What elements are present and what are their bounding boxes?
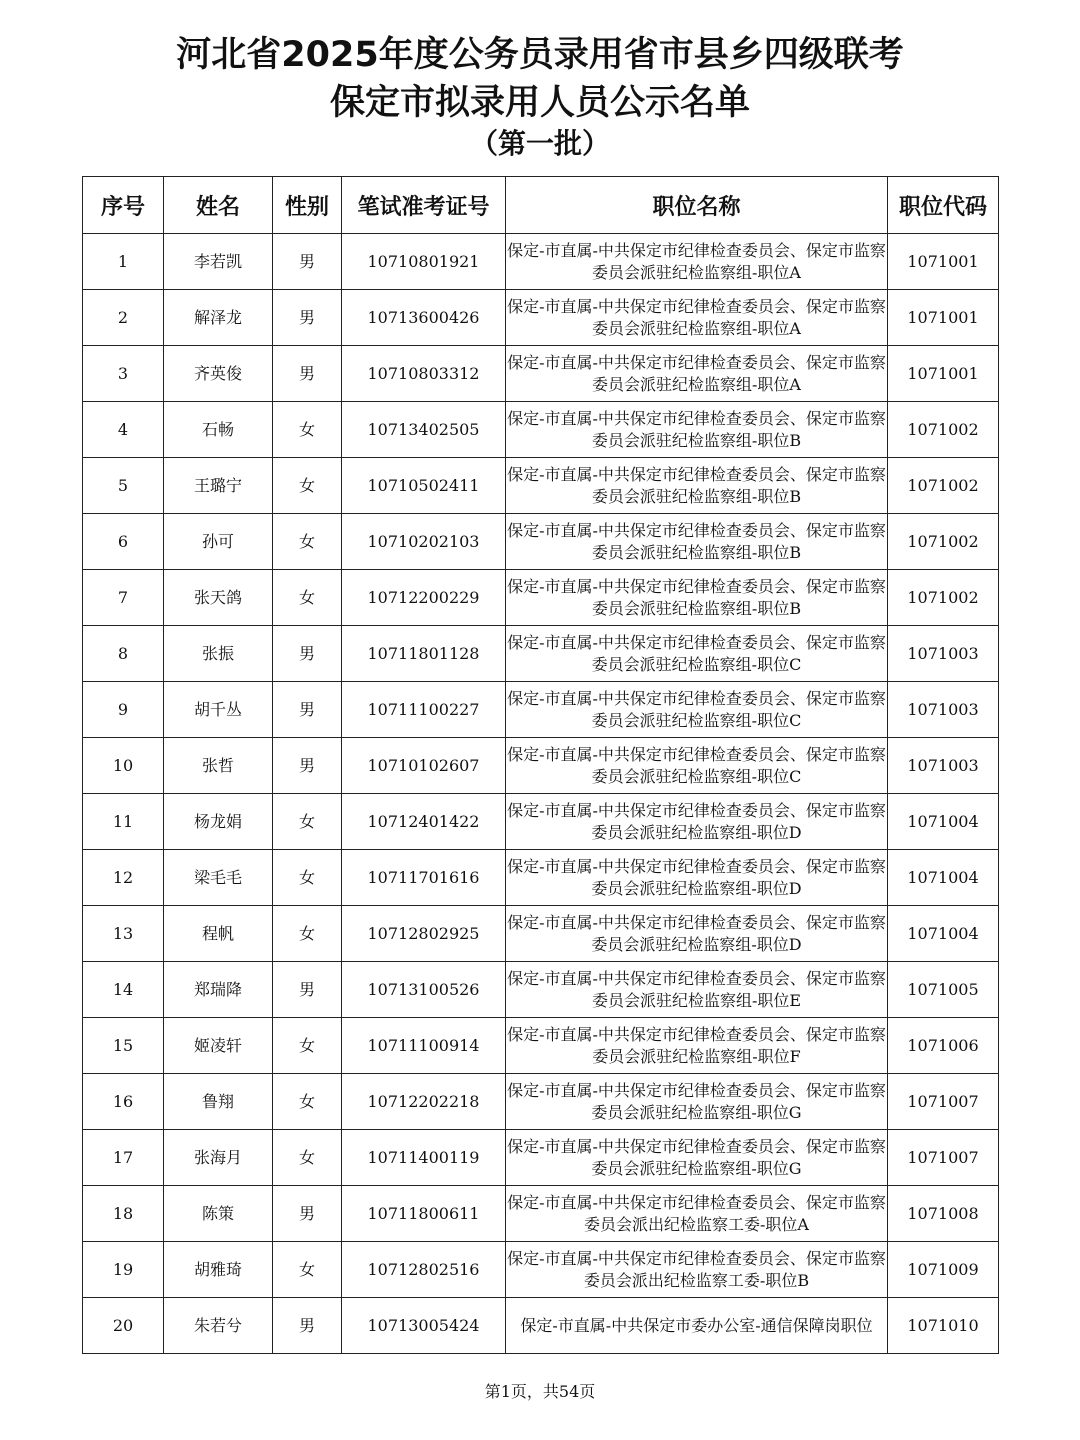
table-row	[83, 1130, 999, 1186]
cell-exam-id: 10710803312	[342, 346, 506, 402]
header-name: 姓名	[164, 177, 273, 234]
cell-name: 王璐宁	[164, 458, 273, 514]
cell-no: 11	[83, 794, 164, 850]
cell-name: 鲁翔	[164, 1074, 273, 1130]
table-row	[83, 962, 999, 1018]
table-header-row	[83, 177, 999, 234]
cell-gender: 女	[273, 850, 342, 906]
cell-position: 保定-市直属-中共保定市纪律检查委员会、保定市监察委员会派驻纪检监察组-职位B	[506, 458, 888, 514]
cell-name: 胡雅琦	[164, 1242, 273, 1298]
cell-no: 4	[83, 402, 164, 458]
cell-position: 保定-市直属-中共保定市纪律检查委员会、保定市监察委员会派驻纪检监察组-职位D	[506, 850, 888, 906]
cell-code: 1071003	[888, 626, 999, 682]
cell-no: 20	[83, 1298, 164, 1354]
table-row	[83, 1074, 999, 1130]
cell-code: 1071004	[888, 794, 999, 850]
cell-code: 1071002	[888, 514, 999, 570]
cell-position: 保定-市直属-中共保定市纪律检查委员会、保定市监察委员会派驻纪检监察组-职位A	[506, 234, 888, 290]
cell-position: 保定-市直属-中共保定市纪律检查委员会、保定市监察委员会派驻纪检监察组-职位B	[506, 402, 888, 458]
cell-code: 1071007	[888, 1130, 999, 1186]
cell-code: 1071006	[888, 1018, 999, 1074]
cell-gender: 男	[273, 682, 342, 738]
cell-position: 保定-市直属-中共保定市纪律检查委员会、保定市监察委员会派驻纪检监察组-职位D	[506, 794, 888, 850]
header-code: 职位代码	[888, 177, 999, 234]
cell-position: 保定-市直属-中共保定市纪律检查委员会、保定市监察委员会派出纪检监察工委-职位A	[506, 1186, 888, 1242]
cell-position: 保定-市直属-中共保定市纪律检查委员会、保定市监察委员会派驻纪检监察组-职位C	[506, 738, 888, 794]
cell-code: 1071004	[888, 906, 999, 962]
cell-position: 保定-市直属-中共保定市纪律检查委员会、保定市监察委员会派驻纪检监察组-职位G	[506, 1074, 888, 1130]
cell-gender: 男	[273, 346, 342, 402]
cell-exam-id: 10713402505	[342, 402, 506, 458]
table-row	[83, 850, 999, 906]
cell-exam-id: 10711400119	[342, 1130, 506, 1186]
cell-code: 1071002	[888, 570, 999, 626]
cell-code: 1071009	[888, 1242, 999, 1298]
cell-no: 1	[83, 234, 164, 290]
cell-no: 7	[83, 570, 164, 626]
table-row	[83, 626, 999, 682]
cell-exam-id: 10710801921	[342, 234, 506, 290]
cell-code: 1071010	[888, 1298, 999, 1354]
cell-name: 杨龙娟	[164, 794, 273, 850]
table-row	[83, 234, 999, 290]
cell-no: 19	[83, 1242, 164, 1298]
cell-gender: 男	[273, 738, 342, 794]
cell-name: 张天鸽	[164, 570, 273, 626]
cell-name: 姬凌轩	[164, 1018, 273, 1074]
cell-code: 1071007	[888, 1074, 999, 1130]
document-title: 河北省2025年度公务员录用省市县乡四级联考	[176, 35, 904, 75]
table-row	[83, 1186, 999, 1242]
header-gender: 性别	[273, 177, 342, 234]
cell-gender: 女	[273, 402, 342, 458]
cell-code: 1071003	[888, 738, 999, 794]
cell-name: 张海月	[164, 1130, 273, 1186]
cell-exam-id: 10713600426	[342, 290, 506, 346]
cell-position: 保定-市直属-中共保定市委办公室-通信保障岗职位	[506, 1298, 888, 1354]
cell-code: 1071002	[888, 458, 999, 514]
cell-gender: 女	[273, 1018, 342, 1074]
cell-exam-id: 10710102607	[342, 738, 506, 794]
cell-code: 1071001	[888, 234, 999, 290]
batch-label: （第一批）	[469, 127, 610, 160]
cell-exam-id: 10712802516	[342, 1242, 506, 1298]
cell-exam-id: 10712802925	[342, 906, 506, 962]
table-row	[83, 514, 999, 570]
header-position: 职位名称	[506, 177, 888, 234]
table-row	[83, 346, 999, 402]
cell-exam-id: 10712401422	[342, 794, 506, 850]
header-no: 序号	[83, 177, 164, 234]
table-row	[83, 458, 999, 514]
cell-no: 14	[83, 962, 164, 1018]
table-row	[83, 906, 999, 962]
cell-position: 保定-市直属-中共保定市纪律检查委员会、保定市监察委员会派驻纪检监察组-职位C	[506, 682, 888, 738]
cell-gender: 女	[273, 1130, 342, 1186]
cell-code: 1071004	[888, 850, 999, 906]
cell-exam-id: 10710502411	[342, 458, 506, 514]
cell-no: 6	[83, 514, 164, 570]
cell-gender: 女	[273, 1074, 342, 1130]
cell-name: 齐英俊	[164, 346, 273, 402]
cell-code: 1071001	[888, 346, 999, 402]
cell-gender: 女	[273, 906, 342, 962]
cell-code: 1071002	[888, 402, 999, 458]
cell-exam-id: 10711801128	[342, 626, 506, 682]
cell-no: 10	[83, 738, 164, 794]
cell-code: 1071003	[888, 682, 999, 738]
cell-exam-id: 10713100526	[342, 962, 506, 1018]
cell-code: 1071001	[888, 290, 999, 346]
cell-gender: 女	[273, 458, 342, 514]
cell-no: 12	[83, 850, 164, 906]
table-row	[83, 1018, 999, 1074]
cell-no: 9	[83, 682, 164, 738]
cell-position: 保定-市直属-中共保定市纪律检查委员会、保定市监察委员会派驻纪检监察组-职位A	[506, 290, 888, 346]
cell-no: 2	[83, 290, 164, 346]
cell-name: 朱若兮	[164, 1298, 273, 1354]
cell-name: 石畅	[164, 402, 273, 458]
cell-gender: 女	[273, 570, 342, 626]
cell-name: 陈策	[164, 1186, 273, 1242]
document-subtitle: 保定市拟录用人员公示名单	[329, 83, 750, 123]
cell-gender: 女	[273, 1242, 342, 1298]
cell-name: 郑瑞降	[164, 962, 273, 1018]
cell-no: 8	[83, 626, 164, 682]
table-row	[83, 402, 999, 458]
cell-exam-id: 10711701616	[342, 850, 506, 906]
cell-exam-id: 10711100914	[342, 1018, 506, 1074]
cell-position: 保定-市直属-中共保定市纪律检查委员会、保定市监察委员会派驻纪检监察组-职位F	[506, 1018, 888, 1074]
cell-name: 孙可	[164, 514, 273, 570]
cell-name: 解泽龙	[164, 290, 273, 346]
cell-exam-id: 10711100227	[342, 682, 506, 738]
table-row	[83, 290, 999, 346]
cell-no: 15	[83, 1018, 164, 1074]
table-row	[83, 1242, 999, 1298]
cell-exam-id: 10710202103	[342, 514, 506, 570]
cell-position: 保定-市直属-中共保定市纪律检查委员会、保定市监察委员会派驻纪检监察组-职位E	[506, 962, 888, 1018]
cell-position: 保定-市直属-中共保定市纪律检查委员会、保定市监察委员会派驻纪检监察组-职位C	[506, 626, 888, 682]
candidate-table	[82, 176, 999, 1354]
cell-gender: 男	[273, 962, 342, 1018]
cell-no: 5	[83, 458, 164, 514]
table-row	[83, 1298, 999, 1354]
table-row	[83, 738, 999, 794]
table-row	[83, 794, 999, 850]
cell-gender: 女	[273, 514, 342, 570]
cell-code: 1071005	[888, 962, 999, 1018]
cell-name: 李若凯	[164, 234, 273, 290]
cell-position: 保定-市直属-中共保定市纪律检查委员会、保定市监察委员会派出纪检监察工委-职位B	[506, 1242, 888, 1298]
cell-gender: 男	[273, 290, 342, 346]
cell-exam-id: 10711800611	[342, 1186, 506, 1242]
cell-gender: 男	[273, 1298, 342, 1354]
cell-no: 3	[83, 346, 164, 402]
cell-gender: 男	[273, 626, 342, 682]
cell-position: 保定-市直属-中共保定市纪律检查委员会、保定市监察委员会派驻纪检监察组-职位A	[506, 346, 888, 402]
cell-name: 程帆	[164, 906, 273, 962]
cell-no: 17	[83, 1130, 164, 1186]
table-row	[83, 682, 999, 738]
table-row	[83, 570, 999, 626]
cell-exam-id: 10712202218	[342, 1074, 506, 1130]
cell-position: 保定-市直属-中共保定市纪律检查委员会、保定市监察委员会派驻纪检监察组-职位B	[506, 570, 888, 626]
cell-no: 13	[83, 906, 164, 962]
header-exam-id: 笔试准考证号	[342, 177, 506, 234]
cell-code: 1071008	[888, 1186, 999, 1242]
cell-gender: 男	[273, 1186, 342, 1242]
cell-gender: 男	[273, 234, 342, 290]
cell-position: 保定-市直属-中共保定市纪律检查委员会、保定市监察委员会派驻纪检监察组-职位D	[506, 906, 888, 962]
cell-no: 18	[83, 1186, 164, 1242]
cell-gender: 女	[273, 794, 342, 850]
cell-position: 保定-市直属-中共保定市纪律检查委员会、保定市监察委员会派驻纪检监察组-职位G	[506, 1130, 888, 1186]
cell-name: 张哲	[164, 738, 273, 794]
cell-name: 胡千丛	[164, 682, 273, 738]
cell-exam-id: 10712200229	[342, 570, 506, 626]
cell-exam-id: 10713005424	[342, 1298, 506, 1354]
cell-name: 梁毛毛	[164, 850, 273, 906]
cell-name: 张振	[164, 626, 273, 682]
page-number: 第1页，共54页	[484, 1382, 596, 1401]
cell-position: 保定-市直属-中共保定市纪律检查委员会、保定市监察委员会派驻纪检监察组-职位B	[506, 514, 888, 570]
cell-no: 16	[83, 1074, 164, 1130]
